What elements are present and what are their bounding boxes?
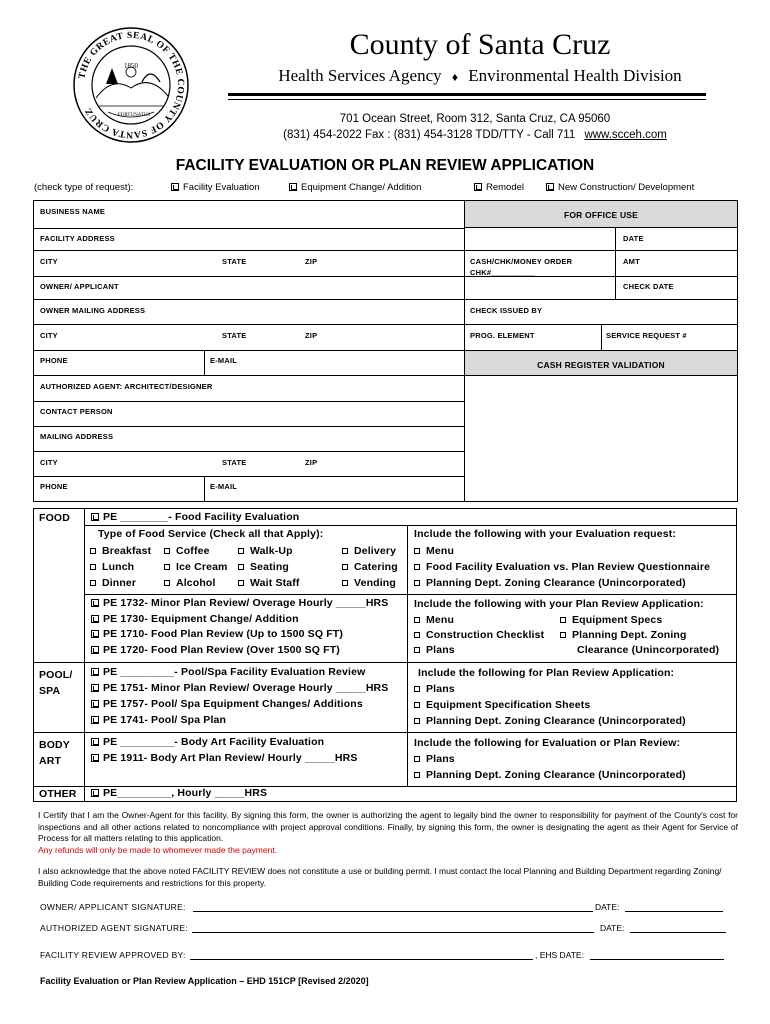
plan-label: PE 1732- Minor Plan Review/ Overage Hourly _____HRS <box>103 597 389 609</box>
agent-zip-field[interactable]: ZIP <box>305 458 318 467</box>
service-label: Catering <box>354 561 398 573</box>
form-footer: Facility Evaluation or Plan Review Application – EHD 151CP [Revised 2/2020] <box>40 976 369 986</box>
checkbox-icon[interactable] <box>91 630 99 638</box>
checkbox-icon[interactable] <box>164 548 170 554</box>
plan-item-label: Planning Dept. Zoning <box>572 629 687 641</box>
state-field[interactable]: STATE <box>222 257 247 266</box>
diamond-icon: ♦ <box>451 70 459 84</box>
plan-pe-1710[interactable] <box>91 628 403 644</box>
service-label: Alcohol <box>176 577 216 589</box>
checkbox-icon[interactable] <box>414 548 420 554</box>
checkbox-icon[interactable] <box>414 564 420 570</box>
option-label: New Construction/ Development <box>558 182 695 193</box>
service-coffee[interactable] <box>164 545 210 557</box>
eval-item-zoning[interactable] <box>414 577 734 593</box>
service-label: Wait Staff <box>250 577 300 589</box>
pool-header: Include the following for Plan Review Application: <box>418 667 675 679</box>
plan-item-label: Menu <box>426 614 455 626</box>
agency-name: Health Services Agency <box>278 66 442 85</box>
food-eval-header: Include the following with your Evaluation request: <box>414 528 676 540</box>
agent-field[interactable]: AUTHORIZED AGENT: ARCHITECT/DESIGNER <box>40 382 213 391</box>
col-divider <box>407 525 408 786</box>
acknowledge-paragraph: I also acknowledge that the above noted FACILITY REVIEW does not constitute a use or building permit. I must contact the local Planning and Building Department regarding Zoning/ Building Code requirements and restrictions for this property. <box>38 866 722 888</box>
amt-field[interactable]: AMT <box>623 257 640 266</box>
checkbox-icon[interactable] <box>238 580 244 586</box>
plan-pe-1720[interactable] <box>91 644 403 660</box>
service-lunch[interactable] <box>90 561 134 573</box>
row-divider <box>33 250 465 251</box>
food-label: FOOD <box>39 512 70 524</box>
checkbox-icon[interactable] <box>90 580 96 586</box>
row-divider <box>33 476 465 477</box>
county-title: County of Santa Cruz <box>349 28 611 61</box>
agent-state-field[interactable]: STATE <box>222 458 247 467</box>
owner-date-line[interactable] <box>625 911 723 912</box>
seal-graphic <box>72 26 190 144</box>
certify-paragraph: I Certify that I am the Owner-Agent for this facility. By signing this form, the owner is authorizing the agent to legally bind the owner to responsibility for payment of the County's cost for inspections and all other actions related to noncompliance with project approval conditions. Finally, by signing this form, the owner is designating the agent as their Agent for Service of Process for all matters relating to this application. <box>38 810 738 843</box>
refund-note: Any refunds will only be made to whomever made the payment. <box>38 845 278 855</box>
pool-pe-1751[interactable] <box>91 682 403 698</box>
food-plan-items <box>414 614 736 660</box>
food-eval-list <box>414 545 734 593</box>
pool-item-label: Plans <box>426 683 455 695</box>
eval-item-questionnaire[interactable] <box>414 561 734 577</box>
owner-applicant-field[interactable]: OWNER/ APPLICANT <box>40 282 119 291</box>
option-remodel[interactable] <box>474 182 524 193</box>
service-dinner[interactable] <box>90 577 136 589</box>
checkbox-icon[interactable] <box>91 668 99 676</box>
body-art-pe-evaluation[interactable] <box>91 736 403 752</box>
other-label: OTHER <box>39 788 77 800</box>
body-art-header: Include the following for Evaluation or Plan Review: <box>414 737 681 749</box>
checkbox-icon[interactable] <box>164 564 170 570</box>
checkbox-icon[interactable] <box>90 564 96 570</box>
checkbox-icon[interactable] <box>91 615 99 623</box>
checkbox-icon[interactable] <box>342 564 348 570</box>
eval-item-label: Food Facility Evaluation vs. Plan Review Questionnaire <box>426 561 711 573</box>
owner-signature-label: OWNER/ APPLICANT SIGNATURE: <box>40 902 186 912</box>
header-rule-thick <box>228 93 706 96</box>
contact-line <box>230 129 720 141</box>
agent-signature-line[interactable] <box>192 932 594 933</box>
service-label: Dinner <box>102 577 137 589</box>
service-delivery[interactable] <box>342 545 396 557</box>
city-field[interactable]: CITY <box>40 257 58 266</box>
request-type-label: (check type of request): <box>34 182 134 193</box>
row-divider <box>464 299 738 300</box>
ehs-date-line[interactable] <box>590 959 724 960</box>
form-title: FACILITY EVALUATION OR PLAN REVIEW APPLICATION <box>175 157 595 174</box>
food-pe-text: PE ________- Food Facility Evaluation <box>103 511 300 523</box>
checkbox-icon[interactable] <box>414 632 420 638</box>
option-label: Equipment Change/ Addition <box>301 182 422 193</box>
checkbox-icon[interactable] <box>91 700 99 708</box>
plan-pe-1730[interactable] <box>91 613 403 629</box>
pool-line-label: PE _________- Pool/Spa Facility Evaluation Review <box>103 666 366 678</box>
seal-year: 1850 <box>124 62 138 70</box>
service-alcohol[interactable] <box>164 577 216 589</box>
plan-label: PE 1720- Food Plan Review (Over 1500 SQ FT) <box>103 643 340 656</box>
email-field[interactable]: E-MAIL <box>210 356 238 365</box>
checkbox-icon[interactable] <box>238 564 244 570</box>
pool-line-label: PE 1751- Minor Plan Review/ Overage Hourly _____HRS <box>103 682 389 694</box>
business-name-field[interactable]: BUSINESS NAME <box>40 207 106 216</box>
body-art-line-label: PE _________- Body Art Facility Evaluation <box>103 736 325 748</box>
checkbox-icon[interactable] <box>91 754 99 762</box>
checkbox-icon[interactable] <box>91 684 99 692</box>
row-divider <box>33 350 465 351</box>
office-use-title: FOR OFFICE USE <box>563 210 639 220</box>
row-divider <box>33 451 465 452</box>
checkbox-icon[interactable] <box>164 580 170 586</box>
option-facility-evaluation[interactable] <box>171 182 260 193</box>
checkbox-icon[interactable] <box>560 617 566 623</box>
agent-city-field[interactable]: CITY <box>40 458 58 467</box>
county-seal <box>72 26 190 144</box>
pool-item-equipment[interactable] <box>414 699 734 715</box>
body-art-item-zoning[interactable] <box>414 769 734 785</box>
checkbox-icon[interactable] <box>342 548 348 554</box>
approved-by-label: FACILITY REVIEW APPROVED BY: <box>40 950 186 960</box>
body-art-pe-1911[interactable] <box>91 752 403 768</box>
plan-pe-1732[interactable] <box>91 597 403 613</box>
pool-item-plans[interactable] <box>414 683 734 699</box>
service-walk-up[interactable] <box>238 545 293 557</box>
service-vending[interactable] <box>342 577 396 589</box>
checkbox-icon[interactable] <box>414 647 420 653</box>
header-rule-thin <box>228 99 706 100</box>
eval-item-label: Menu <box>426 545 455 557</box>
agent-date-label: DATE: <box>600 923 625 933</box>
row-divider <box>33 276 465 277</box>
col-divider <box>84 508 85 802</box>
eval-item-label: Planning Dept. Zoning Clearance (Unincorporated) <box>426 577 686 589</box>
row-divider <box>33 299 465 300</box>
pool-item-label: Planning Dept. Zoning Clearance (Unincorporated) <box>426 715 686 727</box>
checkbox-icon[interactable] <box>90 548 96 554</box>
mailing-address-field[interactable]: MAILING ADDRESS <box>40 432 114 441</box>
service-label: Lunch <box>102 561 135 573</box>
food-pe-line[interactable] <box>91 511 299 523</box>
pool-label-line2: SPA <box>39 685 61 697</box>
service-label: Coffee <box>176 545 210 557</box>
pool-pe-1741[interactable] <box>91 714 403 730</box>
website-link[interactable]: www.scceh.com <box>584 129 667 141</box>
body-art-items <box>414 753 734 785</box>
food-type-label: Type of Food Service (Check all that Apply): <box>98 528 324 540</box>
pool-items <box>414 683 734 731</box>
checkbox-icon[interactable] <box>474 183 482 191</box>
owner-city-field[interactable]: CITY <box>40 331 58 340</box>
eval-item-menu[interactable] <box>414 545 734 561</box>
body-art-item-label: Planning Dept. Zoning Clearance (Unincorporated) <box>426 769 686 781</box>
plan-label: PE 1710- Food Plan Review (Up to 1500 SQ FT) <box>103 628 343 640</box>
agent-signature-label: AUTHORIZED AGENT SIGNATURE: <box>40 923 189 933</box>
row-divider <box>33 662 737 663</box>
service-label: Breakfast <box>102 545 152 557</box>
body-art-label <box>39 737 70 769</box>
check-date-field[interactable]: CHECK DATE <box>623 282 674 291</box>
checkbox-icon[interactable] <box>91 738 99 746</box>
row-divider <box>464 250 738 251</box>
cash-register-title: CASH REGISTER VALIDATION <box>537 360 665 370</box>
option-label: Facility Evaluation <box>183 182 260 193</box>
food-plan-header: Include the following with your Plan Review Application: <box>414 598 704 610</box>
checkbox-icon[interactable] <box>91 789 99 797</box>
checkbox-icon[interactable] <box>91 513 99 521</box>
col-divider <box>204 350 205 375</box>
row-divider <box>33 375 465 376</box>
body-art-lines <box>91 736 403 768</box>
plan-label: PE 1730- Equipment Change/ Addition <box>103 612 299 625</box>
service-label: Seating <box>250 561 289 573</box>
owner-signature-line[interactable] <box>193 911 593 912</box>
row-divider <box>33 732 737 733</box>
agent-phone-field[interactable]: PHONE <box>40 482 68 491</box>
option-equipment-change[interactable] <box>289 182 421 193</box>
row-divider <box>33 324 465 325</box>
applicant-info-box <box>33 200 465 502</box>
ehs-date-label: , EHS DATE: <box>535 950 584 960</box>
owner-state-field[interactable]: STATE <box>222 331 247 340</box>
address-line: 701 Ocean Street, Room 312, Santa Cruz, CA 95060 <box>339 113 611 125</box>
checkbox-icon[interactable] <box>91 646 99 654</box>
checkbox-icon[interactable] <box>414 718 420 724</box>
phone-field[interactable]: PHONE <box>40 356 68 365</box>
chk-number-field[interactable]: CHK#__________ <box>470 268 535 277</box>
zip-field[interactable]: ZIP <box>305 257 318 266</box>
checkbox-icon[interactable] <box>414 702 420 708</box>
plan-item-menu[interactable] <box>414 614 454 626</box>
checkbox-icon[interactable] <box>414 772 420 778</box>
service-wait-staff[interactable] <box>238 577 300 589</box>
agent-date-line[interactable] <box>630 932 726 933</box>
checkbox-icon[interactable] <box>414 617 420 623</box>
pool-item-zoning[interactable] <box>414 715 734 731</box>
pool-label-line1: POOL/ <box>39 669 73 681</box>
body-art-item-plans[interactable] <box>414 753 734 769</box>
pool-line-label: PE 1757- Pool/ Spa Equipment Changes/ Additions <box>103 698 363 710</box>
service-breakfast[interactable] <box>90 545 151 557</box>
food-plan-list <box>91 597 403 659</box>
option-label: Remodel <box>486 182 525 193</box>
plan-item-plans[interactable] <box>414 644 455 656</box>
pool-pe-1757[interactable] <box>91 698 403 714</box>
body-art-item-label: Plans <box>426 753 455 765</box>
service-label: Vending <box>354 577 396 589</box>
service-label: Ice Cream <box>176 561 228 573</box>
row-divider <box>84 594 737 595</box>
facility-address-field[interactable]: FACILITY ADDRESS <box>40 234 115 243</box>
plan-item-label: Construction Checklist <box>426 629 545 641</box>
other-line[interactable] <box>91 787 267 799</box>
row-divider <box>407 525 737 526</box>
agency-line <box>230 66 730 86</box>
other-line-label: PE_________, Hourly _____HRS <box>103 787 268 799</box>
pool-lines <box>91 666 403 730</box>
service-ice-cream[interactable] <box>164 561 228 573</box>
checkbox-icon[interactable] <box>414 756 420 762</box>
pool-line-label: PE 1741- Pool/ Spa Plan <box>103 714 227 726</box>
plan-item-label: Clearance (Unincorporated) <box>577 644 720 656</box>
plan-item-zoning[interactable] <box>560 629 687 641</box>
service-label: Delivery <box>354 545 397 557</box>
col-divider <box>601 324 602 350</box>
pool-pe-evaluation[interactable] <box>91 666 403 682</box>
checkbox-icon[interactable] <box>91 716 99 724</box>
row-divider <box>33 401 465 402</box>
plan-item-equipment-specs[interactable] <box>560 614 662 626</box>
check-issued-field[interactable]: CHECK ISSUED BY <box>470 306 543 315</box>
body-art-label-line2: ART <box>39 755 62 767</box>
approved-by-line[interactable] <box>190 959 533 960</box>
row-divider <box>84 525 408 526</box>
plan-item-clearance <box>577 644 719 656</box>
office-date-field[interactable]: DATE <box>623 234 644 243</box>
checkbox-icon[interactable] <box>171 183 179 191</box>
body-art-line-label: PE 1911- Body Art Plan Review/ Hourly _____HRS <box>103 752 358 764</box>
contact-person-field[interactable]: CONTACT PERSON <box>40 407 113 416</box>
pool-label <box>39 667 72 699</box>
service-request-field[interactable]: SERVICE REQUEST # <box>606 331 687 340</box>
owner-mailing-field[interactable]: OWNER MAILING ADDRESS <box>40 306 146 315</box>
prog-element-field[interactable]: PROG. ELEMENT <box>470 331 535 340</box>
checkbox-icon[interactable] <box>91 599 99 607</box>
plan-item-label: Equipment Specs <box>572 614 663 626</box>
checkbox-icon[interactable] <box>289 183 297 191</box>
plan-item-label: Plans <box>426 644 455 656</box>
agent-email-field[interactable]: E-MAIL <box>210 482 238 491</box>
seal-banner: FORTUNATUS <box>118 113 151 118</box>
food-service-grid <box>90 545 405 593</box>
division-name: Environmental Health Division <box>468 66 682 85</box>
seal-ring-text: THE GREAT SEAL OF THE COUNTY OF SANTA CRUZ <box>77 30 186 140</box>
owner-zip-field[interactable]: ZIP <box>305 331 318 340</box>
checkbox-icon[interactable] <box>238 548 244 554</box>
option-new-construction[interactable] <box>546 182 694 193</box>
svg-text:THE GREAT SEAL OF THE COUNTY O <box>77 31 185 139</box>
checkbox-icon[interactable] <box>414 580 420 586</box>
plan-item-construction-checklist[interactable] <box>414 629 544 641</box>
checkbox-icon[interactable] <box>560 632 566 638</box>
checkbox-icon[interactable] <box>546 183 554 191</box>
row-divider <box>33 228 465 229</box>
col-divider <box>204 476 205 502</box>
service-catering[interactable] <box>342 561 398 573</box>
service-seating[interactable] <box>238 561 289 573</box>
checkbox-icon[interactable] <box>342 580 348 586</box>
col-divider <box>615 228 616 299</box>
service-label: Walk-Up <box>250 545 293 557</box>
checkbox-icon[interactable] <box>414 686 420 692</box>
contact-numbers: (831) 454-2022 Fax : (831) 454-3128 TDD/TTY - Call 711 <box>283 129 576 141</box>
pool-item-label: Equipment Specification Sheets <box>426 699 591 711</box>
row-divider <box>33 426 465 427</box>
body-art-label-line1: BODY <box>39 739 70 751</box>
cash-chk-field[interactable]: CASH/CHK/MONEY ORDER <box>470 257 573 266</box>
owner-date-label: DATE: <box>595 902 620 912</box>
